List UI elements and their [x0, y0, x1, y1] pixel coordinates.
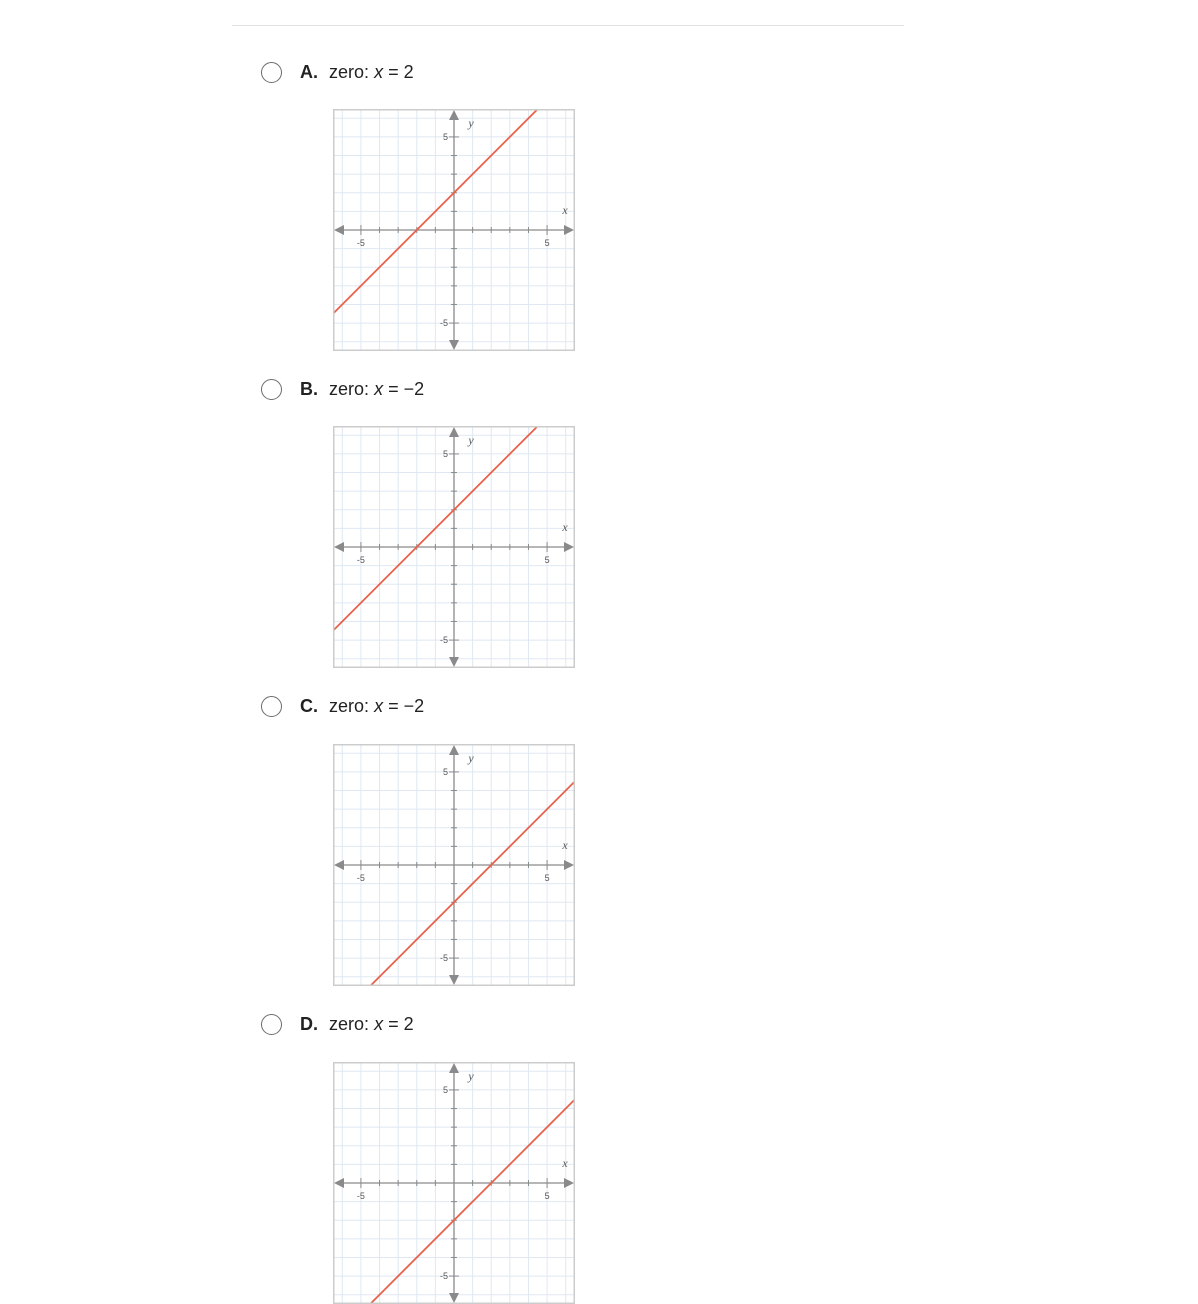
option-value: −2: [403, 379, 425, 399]
x-tick-label: 5: [544, 873, 550, 883]
option-equals: =: [388, 1014, 399, 1034]
y-tick-label: -5: [439, 635, 448, 646]
option-value: −2: [403, 696, 425, 716]
option-variable: x: [374, 379, 384, 399]
y-tick-label: 5: [442, 131, 448, 142]
option-d-label[interactable]: [300, 1013, 414, 1035]
option-c-graph: [333, 744, 575, 986]
y-axis-label: y: [468, 116, 474, 130]
option-prefix: zero:: [329, 696, 370, 716]
y-axis-label: y: [468, 1069, 474, 1083]
x-axis-label: x: [562, 520, 568, 534]
x-tick-label: 5: [544, 1191, 550, 1201]
y-axis-label: y: [468, 751, 474, 765]
option-variable: x: [374, 696, 384, 716]
option-equals: =: [388, 62, 399, 82]
option-prefix: zero:: [329, 1014, 370, 1034]
y-tick-label: -5: [439, 953, 448, 964]
x-tick-label: -5: [356, 873, 365, 883]
y-axis-label: y: [468, 433, 474, 447]
option-value: 2: [403, 62, 414, 82]
option-d-radio[interactable]: [261, 1014, 282, 1035]
x-tick-label: -5: [356, 1191, 365, 1201]
x-tick-label: 5: [544, 238, 550, 248]
x-axis-label: x: [562, 838, 568, 852]
coordinate-plane: [333, 426, 575, 668]
y-tick-label: 5: [442, 1084, 448, 1095]
coordinate-plane: [333, 744, 575, 986]
option-letter: B.: [300, 379, 318, 399]
option-prefix: zero:: [329, 62, 370, 82]
y-tick-label: 5: [442, 448, 448, 459]
option-letter: A.: [300, 62, 318, 82]
y-tick-label: -5: [439, 1271, 448, 1282]
x-axis-label: x: [562, 203, 568, 217]
x-tick-label: -5: [356, 238, 365, 248]
option-equals: =: [388, 379, 399, 399]
option-prefix: zero:: [329, 379, 370, 399]
option-d-graph: [333, 1062, 575, 1304]
x-axis-label: x: [562, 1156, 568, 1170]
option-b-graph: [333, 426, 575, 668]
option-value: 2: [403, 1014, 414, 1034]
option-letter: C.: [300, 696, 318, 716]
option-c-label[interactable]: [300, 695, 424, 717]
option-c-radio[interactable]: [261, 696, 282, 717]
option-equals: =: [388, 696, 399, 716]
y-tick-label: 5: [442, 766, 448, 777]
option-b-radio[interactable]: [261, 379, 282, 400]
x-tick-label: 5: [544, 555, 550, 565]
option-letter: D.: [300, 1014, 318, 1034]
option-variable: x: [374, 62, 384, 82]
x-tick-label: -5: [356, 555, 365, 565]
y-tick-label: -5: [439, 318, 448, 329]
option-b-label[interactable]: [300, 378, 424, 400]
coordinate-plane: [333, 1062, 575, 1304]
option-variable: x: [374, 1014, 384, 1034]
